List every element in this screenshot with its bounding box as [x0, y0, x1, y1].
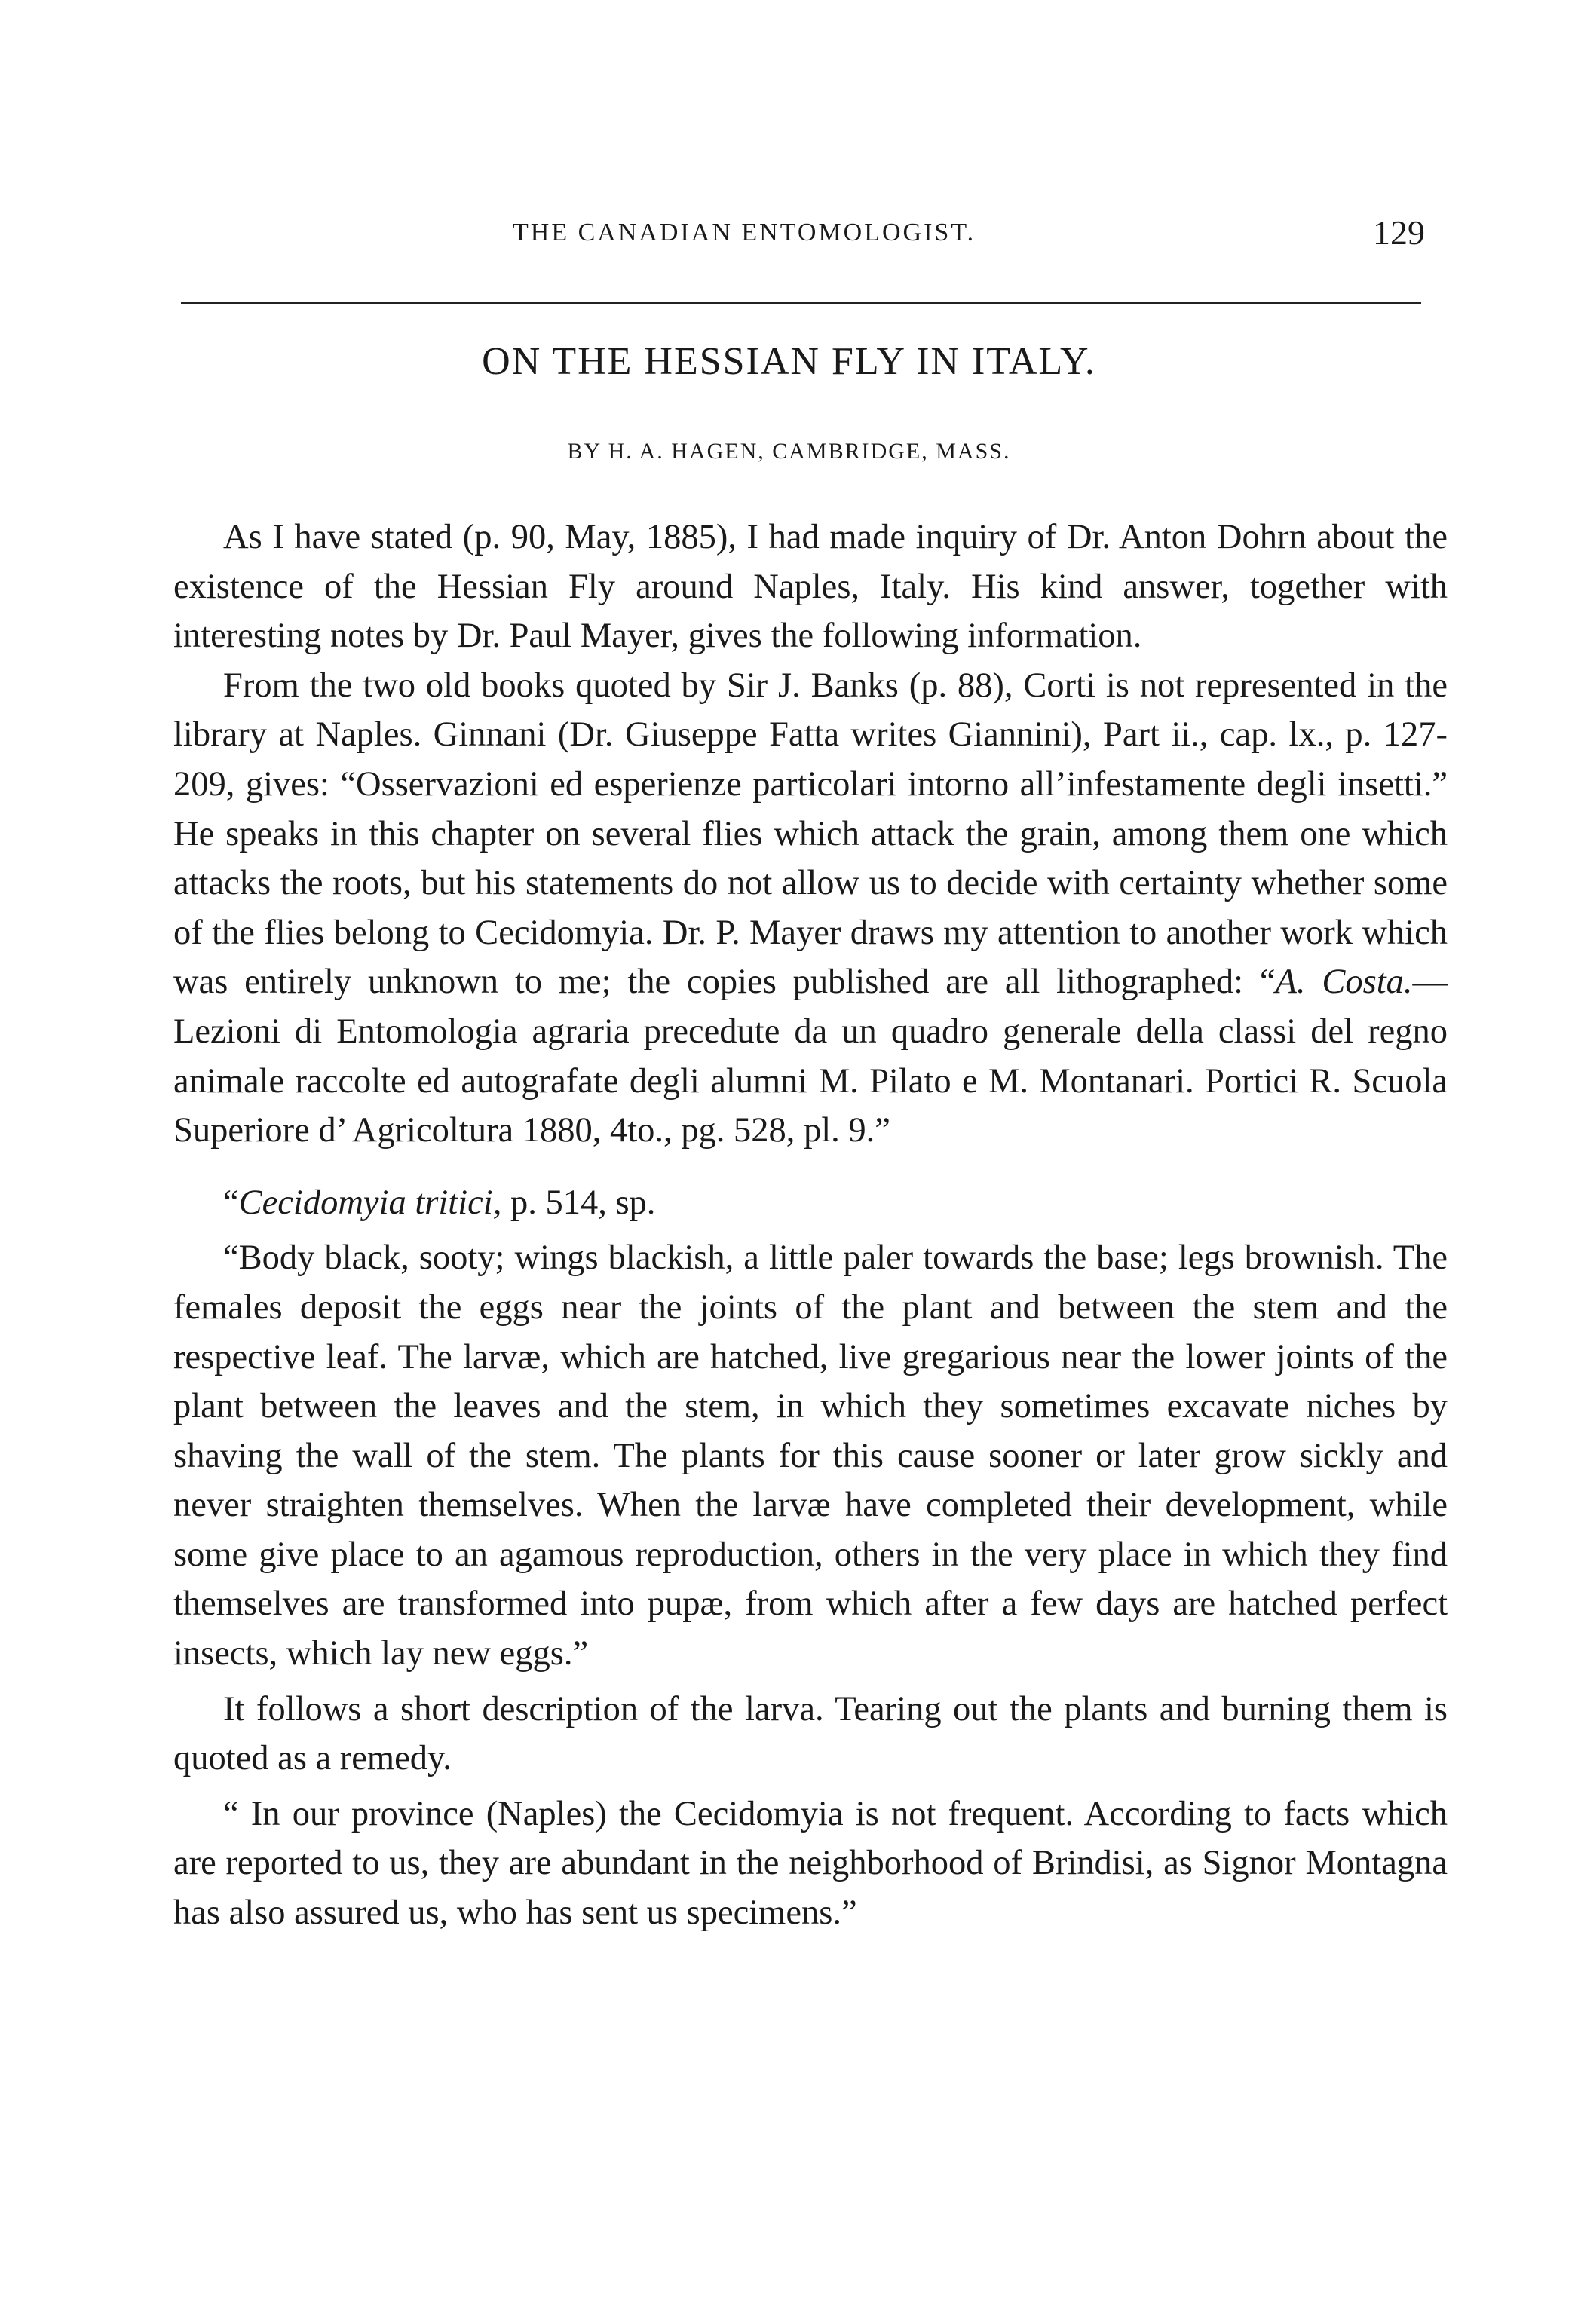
- species-name: Cecidomyia tritici,: [238, 1183, 502, 1222]
- running-head: [173, 213, 1425, 265]
- paragraph-old-books: [173, 661, 1448, 1156]
- species-heading: [173, 1178, 1448, 1228]
- paragraph-larva: It follows a short description of the larva. Tearing out the plants and burning them is quoted as a remedy.: [173, 1689, 1448, 1778]
- costa-citation-text: —Lezioni di Entomologia agraria precedute da un quadro generale della classi del regno animale raccolte ed autografate degli alumni M. Pilato e M. Montanari. Portici R. Scuola Superiore d’ Agricoltura 1880, 4to., pg. 528, pl. 9.”: [173, 963, 1448, 1150]
- byline: BY H. A. HAGEN, CAMBRIDGE, MASS.: [567, 439, 1011, 464]
- quoted-description: “Body black, sooty; wings blackish, a little paler towards the base; legs brownish. The females deposit the eggs near the joints of the plant and between the stem and the respective leaf. The larvæ, which are hatched, live gregarious near the lower joints of the plant between the leaves and the stem, in which they sometimes excavate niches by shaving the wall of the stem. The plants for this cause sooner or later grow sickly and never straighten themselves. When the larvæ have completed their development, while some give place to an agamous reproduction, others in the very place in which they find themselves are transformed into pupæ, from which after a few days are hatched perfect insects, which lay new eggs.”: [173, 1239, 1448, 1673]
- paragraph-old-books-text: From the two old books quoted by Sir J. Banks (p. 88), Corti is not represented in the library at Naples. Ginnani (Dr. Giuseppe Fatta writes Giannini), Part ii., cap. lx., p. 127-209, gives: “Osservazioni ed esperienze particolari intorno all’infestamente degli insetti.” He speaks in this chapter on several flies which attack the grain, among them one which attacks the roots, but his statements do not allow us to decide with certainty whether some of the flies belong to Cecidomyia. Dr. P. Mayer draws my attention to another work which was entirely unknown to me; the copies published are all lithographed:: [173, 666, 1448, 1002]
- quoted-naples: “ In our province (Naples) the Cecidomyia is not frequent. According to facts which are reported to us, they are abundant in the neighborhood of Brindisi, as Signor Montagna has also assured us, who has sent us specimens.”: [173, 1794, 1448, 1933]
- header-rule: [181, 302, 1421, 304]
- article-body: [173, 513, 1448, 1938]
- paragraph-inquiry: As I have stated (p. 90, May, 1885), I had made inquiry of Dr. Anton Dohrn about the existence of the Hessian Fly around Naples, Italy. His kind answer, together with interesting notes by Dr. Paul Mayer, gives the following information.: [173, 518, 1448, 656]
- costa-author: A. Costa.: [1275, 963, 1413, 1002]
- species-ref: p. 514, sp.: [501, 1183, 656, 1222]
- costa-open-quote: “: [1259, 963, 1276, 1002]
- species-open-quote: “: [223, 1183, 239, 1222]
- journal-title: THE CANADIAN ENTOMOLOGIST.: [513, 219, 976, 246]
- page-number: 129: [1373, 213, 1425, 252]
- article-title: ON THE HESSIAN FLY IN ITALY.: [482, 340, 1096, 383]
